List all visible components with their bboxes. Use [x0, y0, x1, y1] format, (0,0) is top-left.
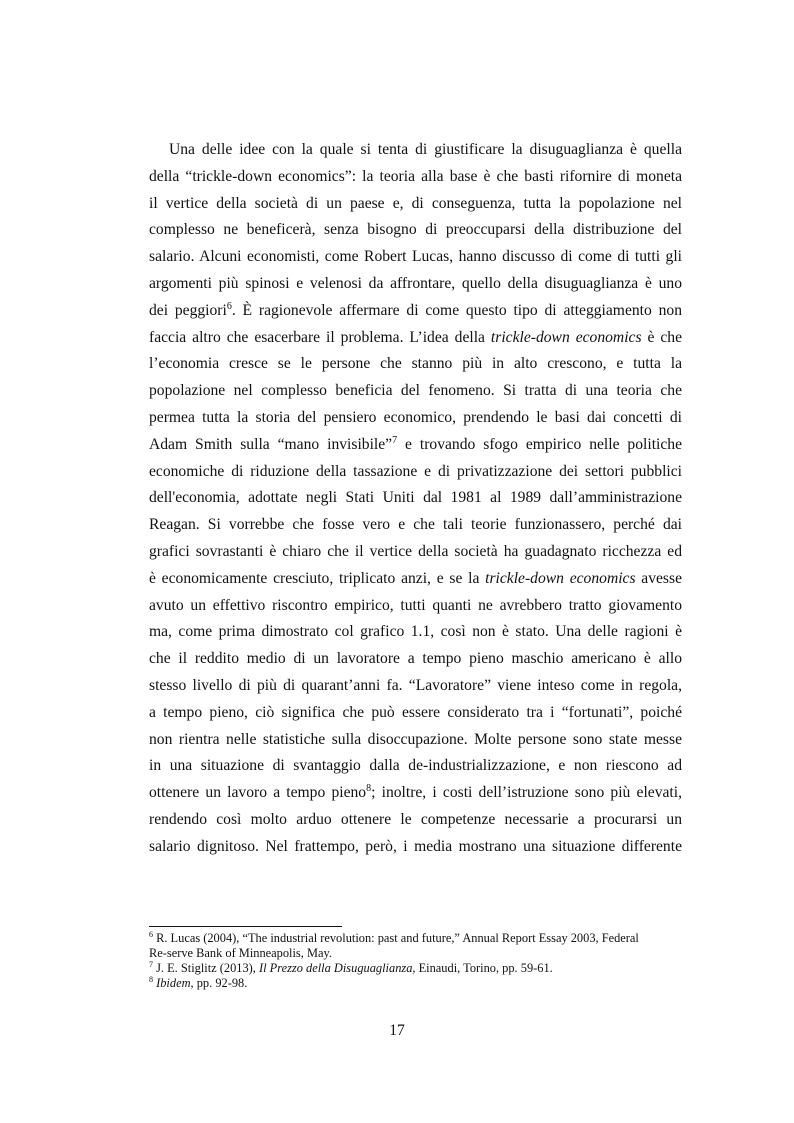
text-line — [149, 566, 682, 593]
text-line: economiche di riduzione della tassazione e di privatizzazione dei settori pubblici — [149, 462, 682, 480]
text-fragment: avesse — [635, 569, 682, 587]
text-line: ma, come prima dimostrato col grafico 1.1, così non è stato. Una delle ragioni è — [149, 623, 682, 641]
footnote-number: 7 — [149, 959, 153, 969]
text-fragment: dei peggiori — [149, 301, 227, 319]
text-line: in una situazione di svantaggio dalla de-industrializzazione, e non riescono ad — [149, 757, 682, 775]
footnote-text: R. Lucas (2004), “The industrial revolution: past and future,” Annual Report Essay 2003, Federal — [153, 931, 639, 945]
footnote-6 — [149, 931, 682, 946]
footnote-ref-6[interactable]: 6 — [226, 300, 232, 312]
text-fragment: Adam Smith sulla “mano invisibile” — [149, 435, 393, 453]
text-line: stesso livello di più di quarant’anni fa. “Lavoratore” viene inteso come in regola, — [149, 676, 682, 694]
text-fragment: ottenere un lavoro a tempo pieno — [149, 784, 367, 802]
ibidem-term: Ibidem — [156, 976, 191, 990]
footnote-divider — [149, 926, 342, 927]
text-line: Reagan. Si vorrebbe che fosse vero e che tali teorie funzionassero, perché dai — [149, 516, 682, 534]
footnote-8 — [149, 976, 682, 991]
footnotes — [149, 931, 682, 991]
text-line — [149, 325, 682, 352]
text-line: argomenti più spinosi e velenosi da affrontare, quello della disuguaglianza è uno — [149, 274, 682, 292]
text-line: della “trickle-down economics”: la teoria alla base è che basti rifornire di moneta — [149, 167, 682, 185]
text-fragment: è che — [641, 328, 683, 346]
text-line: complesso ne beneficerà, senza bisogno di preoccuparsi della distribuzione del — [149, 221, 682, 239]
text-line: salario. Alcuni economisti, come Robert Lucas, hanno discusso di come di tutti gli — [149, 248, 682, 266]
text-line: l’economia cresce se le persone che stanno più in alto crescono, e tutta la — [149, 355, 682, 373]
text-fragment: faccia altro che esacerbare il problema. L’idea della — [149, 328, 491, 346]
footnote-ref-8[interactable]: 8 — [366, 782, 372, 794]
page-number: 17 — [389, 1022, 405, 1039]
text-line: popolazione nel complesso beneficia del fenomeno. Si tratta di una teoria che — [149, 382, 682, 400]
footnote-ref-7[interactable]: 7 — [392, 434, 398, 446]
text-line — [149, 298, 682, 325]
text-fragment: . È ragionevole affermare di come questo tipo di atteggiamento non — [231, 301, 682, 319]
text-line: non rientra nelle statistiche sulla disoccupazione. Molte persone sono state messe — [149, 730, 682, 748]
text-line — [149, 780, 682, 807]
text-line: avuto un effettivo riscontro empirico, tutti quanti ne avrebbero tratto giovamento — [149, 596, 682, 614]
footnote-7 — [149, 961, 682, 976]
text-line: grafici sovrastanti è chiaro che il vertice della società ha guadagnato ricchezza ed — [149, 542, 682, 560]
text-fragment: ; inoltre, i costi dell’istruzione sono più elevati, — [371, 784, 682, 802]
text-line: il vertice della società di un paese e, di conseguenza, tutta la popolazione nel — [149, 194, 682, 212]
footnote-number: 6 — [149, 929, 153, 939]
text-line: rendendo così molto arduo ottenere le competenze necessarie a procurarsi un — [149, 810, 682, 828]
text-line: a tempo pieno, ciò significa che può essere considerato tra i “fortunati”, poiché — [149, 703, 682, 721]
body-paragraph — [149, 137, 682, 861]
text-line: permea tutta la storia del pensiero economico, prendendo le basi dai concetti di — [149, 408, 682, 426]
text-line — [149, 432, 682, 459]
footnote-text: J. E. Stiglitz (2013), — [153, 961, 260, 975]
text-line: dell'economia, adottate negli Stati Uniti dal 1981 al 1989 dall’amministrazione — [149, 489, 682, 507]
footnote-6-cont: Re-serve Bank of Minneapolis, May. — [149, 946, 332, 960]
footnote-text: , Einaudi, Torino, pp. 59-61. — [412, 961, 553, 975]
footnote-text: , pp. 92-98. — [190, 976, 248, 990]
italic-term: trickle-down economics — [485, 569, 636, 587]
text-fragment: e trovando sfogo empirico nelle politiche — [397, 435, 682, 453]
text-line: salario dignitoso. Nel frattempo, però, i media mostrano una situazione differente — [149, 837, 682, 855]
text-line: Una delle idee con la quale si tenta di giustificare la disuguaglianza è quella — [169, 141, 682, 158]
book-title: Il Prezzo della Disuguaglianza — [259, 961, 413, 975]
text-line: che il reddito medio di un lavoratore a tempo pieno maschio americano è allo — [149, 650, 682, 668]
text-fragment: è economicamente cresciuto, triplicato anzi, e se la — [149, 569, 486, 587]
footnote-number: 8 — [149, 974, 153, 984]
italic-term: trickle-down economics — [490, 328, 642, 346]
